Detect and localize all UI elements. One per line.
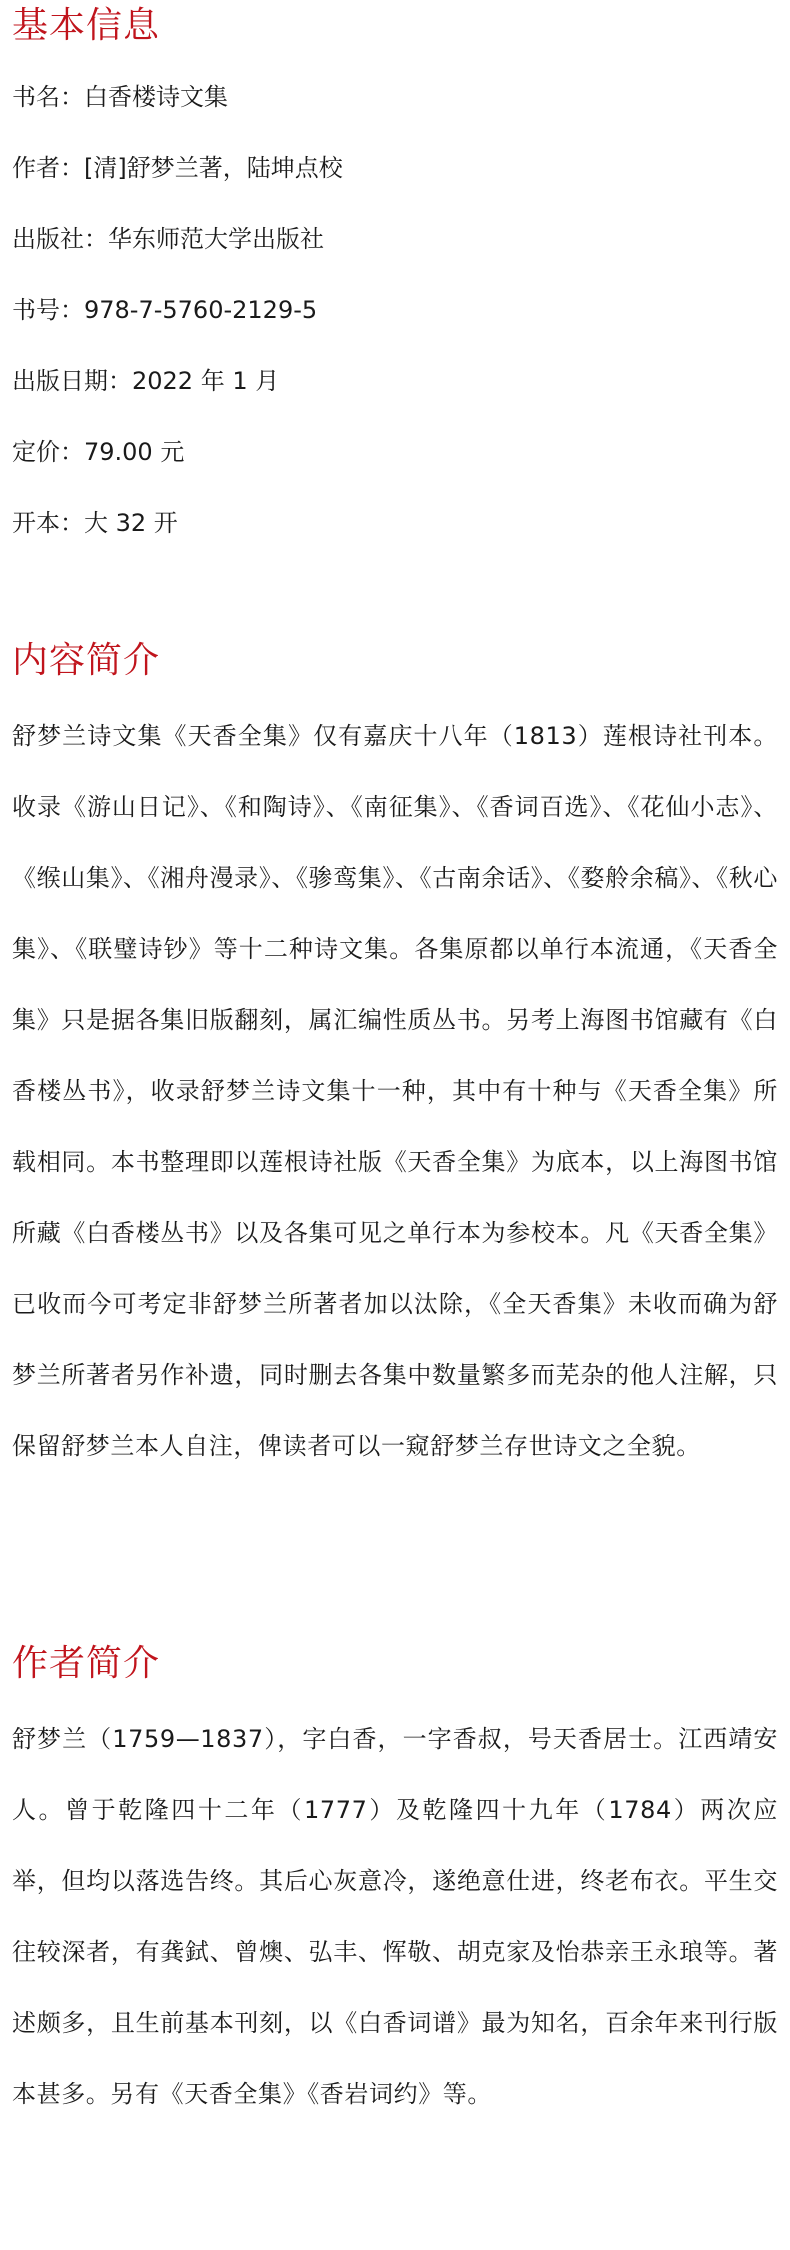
author-intro-heading: 作者简介 bbox=[12, 1643, 161, 1684]
author-line: 作者：[清]舒梦兰著，陆坤点校 bbox=[12, 154, 343, 182]
content-intro-section bbox=[12, 637, 778, 1482]
publisher-line: 出版社：华东师范大学出版社 bbox=[12, 225, 324, 253]
publish-date-line: 出版日期：2022 年 1 月 bbox=[12, 367, 280, 395]
author-intro-paragraph: 舒梦兰（1759—1837），字白香，一字香叔，号天香居士。江西靖安人。曾于乾隆四十二年（1777）及乾隆四十九年（1784）两次应举，但均以落选告终。其后心灰意冷，遂绝意仕进，终老布衣。平生交往较深者，有龚鉽、曾燠、弘丰、恽敬、胡克家及怡恭亲王永琅等。著述颇多，且生前基本刊刻，以《白香词谱》最为知名，百余年来刊行版本甚多。另有《天香全集》《香岩词约》等。 bbox=[12, 1725, 778, 2108]
isbn-line: 书号：978-7-5760-2129-5 bbox=[12, 296, 318, 324]
price-line: 定价：79.00 元 bbox=[12, 438, 185, 466]
author-intro-section bbox=[12, 1640, 778, 2130]
basic-info-section bbox=[12, 0, 778, 559]
book-title-line: 书名：白香楼诗文集 bbox=[12, 83, 228, 111]
basic-info-heading: 基本信息 bbox=[12, 5, 161, 46]
format-line: 开本：大 32 开 bbox=[12, 509, 178, 537]
content-intro-heading: 内容简介 bbox=[12, 640, 161, 681]
content-intro-paragraph: 舒梦兰诗文集《天香全集》仅有嘉庆十八年（1813）莲根诗社刊本。收录《游山日记》、《和陶诗》、《南征集》、《香词百选》、《花仙小志》、《缑山集》、《湘舟漫录》、《骖鸾集》、《古南余话》、《婺舲余稿》、《秋心集》、《联璧诗钞》等十二种诗文集。各集原都以单行本流通，《天香全集》只是据各集旧版翻刻，属汇编性质丛书。另考上海图书馆藏有《白香楼丛书》，收录舒梦兰诗文集十一种，其中有十种与《天香全集》所载相同。本书整理即以莲根诗社版《天香全集》为底本，以上海图书馆所藏《白香楼丛书》以及各集可见之单行本为参校本。凡《天香全集》已收而今可考定非舒梦兰所著者加以汰除，《全天香集》未收而确为舒梦兰所著者另作补遗，同时删去各集中数量繁多而芜杂的他人注解，只保留舒梦兰本人自注，俾读者可以一窥舒梦兰存世诗文之全貌。 bbox=[12, 722, 778, 1460]
basic-info-list bbox=[12, 62, 778, 559]
